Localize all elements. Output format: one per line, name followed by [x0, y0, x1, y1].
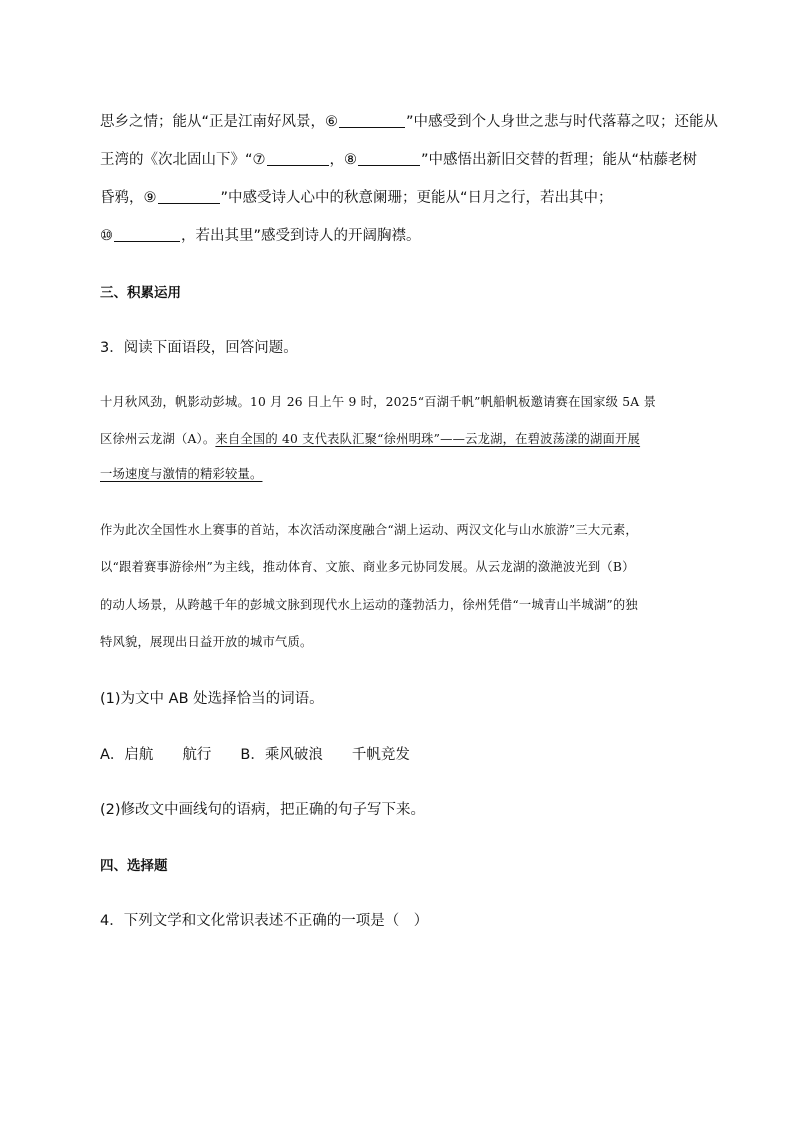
answer-blank-7[interactable]: [267, 151, 329, 166]
blank-number-10: ⑩: [100, 228, 113, 244]
question-3-stem: 3．阅读下面语段，回答问题。: [100, 340, 298, 356]
passage-2-line-2: 以“跟着赛事游徐州”为主线，推动体育、文旅、商业多元协同发展。从云龙湖的潋滟波光到（B）: [100, 560, 635, 574]
fill-in-line-1: [100, 112, 718, 132]
blank-number-9: ⑨: [143, 190, 157, 206]
answer-blank-6[interactable]: [339, 113, 405, 128]
text: ，: [329, 152, 345, 168]
answer-blank-8[interactable]: [358, 151, 420, 166]
answer-blank-9[interactable]: [158, 189, 220, 204]
passage-1-line-2: [100, 429, 640, 449]
passage-1-line-3: [100, 464, 262, 484]
text: ”中感受到个人身世之悲与时代落幕之叹；还能从: [406, 114, 719, 130]
text: 区徐州云龙湖（A）。: [100, 432, 216, 446]
sub-question-1-options: A．启航 航行 B．乘风破浪 千帆竞发: [100, 747, 410, 763]
text: 王湾的《次北固山下》“: [100, 152, 253, 168]
passage-2-line-4: 特风貌，展现出日益开放的城市气质。: [100, 635, 313, 649]
passage-2-line-1: 作为此次全国性水上赛事的首站，本次活动深度融合“湖上运动、两汉文化与山水旅游”三大元素，: [100, 523, 638, 537]
underlined-sentence: 一场速度与激情的精彩较量。: [100, 467, 263, 481]
blank-number-7: ⑦: [252, 152, 266, 168]
answer-blank-10[interactable]: [114, 227, 180, 242]
sub-question-1: (1)为文中 AB 处选择恰当的词语。: [100, 691, 324, 707]
underlined-sentence: 来自全国的 40 支代表队汇聚“徐州明珠”——云龙湖，在碧波荡漾的湖面开展: [215, 432, 641, 446]
text: ”中感受诗人心中的秋意阑珊；更能从“日月之行，若出其中；: [220, 190, 613, 206]
section-3-heading: 三、积累运用: [100, 285, 181, 301]
fill-in-line-3: [100, 188, 613, 208]
blank-number-6: ⑥: [325, 114, 339, 130]
text: 昏鸦，: [100, 190, 144, 206]
blank-number-8: ⑧: [344, 152, 358, 168]
text: ，若出其里”感受到诗人的开阔胸襟。: [181, 228, 421, 244]
sub-question-2: (2)修改文中画线句的语病，把正确的句子写下来。: [100, 802, 426, 818]
question-4-stem: 4．下列文学和文化常识表述不正确的一项是（ ）: [100, 913, 429, 929]
text: ”中感悟出新旧交替的哲理；能从“枯藤老树: [421, 152, 698, 168]
fill-in-line-4: [100, 226, 421, 246]
passage-1-line-1: 十月秋风劲，帆影动彭城。10 月 26 日上午 9 时，2025“百湖千帆”帆船帆板邀请赛在国家级 5A 景: [100, 395, 656, 409]
passage-2-line-3: 的动人场景，从跨越千年的彭城文脉到现代水上运动的蓬勃活力，徐州凭借“一城青山半城湖”的独: [100, 598, 638, 612]
text: 思乡之情；能从“正是江南好风景，: [100, 114, 326, 130]
fill-in-line-2: [100, 150, 697, 170]
section-4-heading: 四、选择题: [100, 858, 168, 874]
